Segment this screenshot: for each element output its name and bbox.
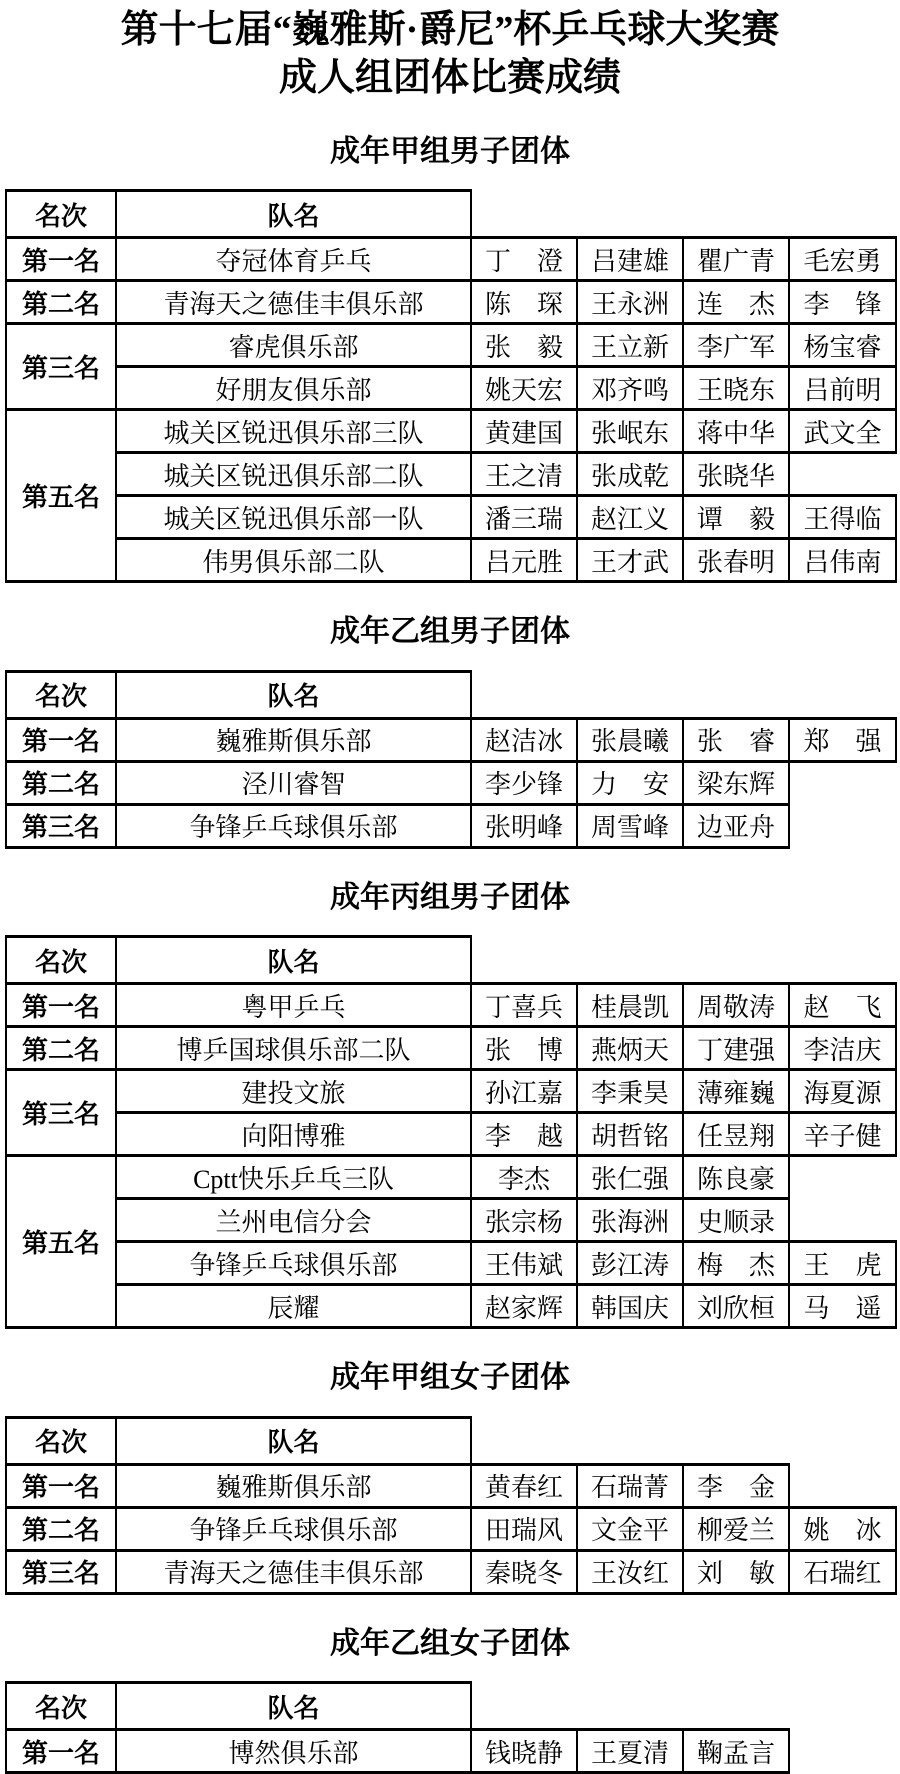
table-row: [6, 1464, 896, 1507]
player-cell: 石瑞菁: [577, 1464, 683, 1507]
sections-container: [0, 135, 900, 1774]
player-cell: 陈良豪: [683, 1156, 789, 1199]
table-row: [6, 1070, 896, 1113]
rank-cell: 第一名: [6, 984, 116, 1027]
section-title: 成年乙组女子团体: [0, 1627, 900, 1662]
table-row: [6, 496, 896, 539]
table-row: [6, 761, 896, 804]
rank-cell: 第一名: [6, 238, 116, 281]
table-row: [6, 1242, 896, 1285]
player-cell: 赵洁冰: [471, 718, 577, 761]
player-cell: 桂晨凯: [577, 984, 683, 1027]
player-cell: 王汝红: [577, 1550, 683, 1593]
team-cell: 粤甲乒乓: [116, 984, 471, 1027]
team-cell: 争锋乒乓球俱乐部: [116, 804, 471, 847]
header-spacer: [471, 937, 896, 984]
player-cell: 石瑞红: [789, 1550, 896, 1593]
header-spacer: [471, 1417, 896, 1464]
player-cell: 周敬涛: [683, 984, 789, 1027]
player-cell: 邓齐鸣: [577, 367, 683, 410]
player-cell: 田瑞风: [471, 1507, 577, 1550]
rank-cell: 第五名: [6, 1156, 116, 1328]
table-row: [6, 1550, 896, 1593]
team-header: 队名: [116, 191, 471, 238]
player-cell: 力 安: [577, 761, 683, 804]
empty-player-cell: [789, 1464, 896, 1507]
player-cell: 李少锋: [471, 761, 577, 804]
empty-player-cell: [789, 1199, 896, 1242]
empty-player-cell: [789, 761, 896, 804]
team-cell: 争锋乒乓球俱乐部: [116, 1242, 471, 1285]
page-title-line1: 第十七届“巍雅斯·爵尼”杯乒乓球大奖赛: [0, 6, 900, 54]
player-cell: 任昱翔: [683, 1113, 789, 1156]
table-row: [6, 238, 896, 281]
player-cell: 李 越: [471, 1113, 577, 1156]
team-cell: Cptt快乐乒乓三队: [116, 1156, 471, 1199]
player-cell: 秦晓冬: [471, 1550, 577, 1593]
player-cell: 王得临: [789, 496, 896, 539]
header-spacer: [471, 671, 896, 718]
rank-header: 名次: [6, 671, 116, 718]
player-cell: 王伟斌: [471, 1242, 577, 1285]
player-cell: 王夏清: [577, 1730, 683, 1773]
section-4: [0, 1361, 900, 1595]
player-cell: 张宗杨: [471, 1199, 577, 1242]
player-cell: 李 锋: [789, 281, 896, 324]
player-cell: 吕元胜: [471, 539, 577, 582]
table-row: [6, 1730, 896, 1773]
header-row: [6, 671, 896, 718]
team-cell: 巍雅斯俱乐部: [116, 718, 471, 761]
section-title: 成年甲组男子团体: [0, 135, 900, 170]
player-cell: 王立新: [577, 324, 683, 367]
team-cell: 博乒国球俱乐部二队: [116, 1027, 471, 1070]
rank-header: 名次: [6, 937, 116, 984]
table-row: [6, 453, 896, 496]
player-cell: 赵家辉: [471, 1285, 577, 1328]
rank-cell: 第一名: [6, 718, 116, 761]
player-cell: 鞠孟言: [683, 1730, 789, 1773]
team-cell: 好朋友俱乐部: [116, 367, 471, 410]
player-cell: 王 虎: [789, 1242, 896, 1285]
header-spacer: [471, 1683, 896, 1730]
player-cell: 韩国庆: [577, 1285, 683, 1328]
player-cell: 张晓华: [683, 453, 789, 496]
team-header: 队名: [116, 671, 471, 718]
player-cell: 瞿广青: [683, 238, 789, 281]
empty-player-cell: [789, 453, 896, 496]
player-cell: 辛子健: [789, 1113, 896, 1156]
player-cell: 王永洲: [577, 281, 683, 324]
player-cell: 吕伟南: [789, 539, 896, 582]
player-cell: 彭江涛: [577, 1242, 683, 1285]
rank-cell: 第三名: [6, 804, 116, 847]
page-title-line2: 成人组团体比赛成绩: [0, 54, 900, 102]
empty-player-cell: [789, 804, 896, 847]
section-title: 成年丙组男子团体: [0, 881, 900, 916]
player-cell: 李 金: [683, 1464, 789, 1507]
player-cell: 赵江义: [577, 496, 683, 539]
player-cell: 张岷东: [577, 410, 683, 453]
rank-cell: 第五名: [6, 410, 116, 582]
table-row: [6, 1285, 896, 1328]
player-cell: 吕前明: [789, 367, 896, 410]
player-cell: 孙江嘉: [471, 1070, 577, 1113]
table-row: [6, 324, 896, 367]
table-row: [6, 539, 896, 582]
rank-cell: 第二名: [6, 281, 116, 324]
rank-cell: 第二名: [6, 1027, 116, 1070]
player-cell: 刘 敏: [683, 1550, 789, 1593]
team-header: 队名: [116, 937, 471, 984]
team-header: 队名: [116, 1417, 471, 1464]
team-cell: 城关区锐迅俱乐部二队: [116, 453, 471, 496]
player-cell: 王晓东: [683, 367, 789, 410]
team-cell: 青海天之德佳丰俱乐部: [116, 1550, 471, 1593]
results-table: [5, 670, 897, 849]
player-cell: 王之清: [471, 453, 577, 496]
player-cell: 李秉昊: [577, 1070, 683, 1113]
team-header: 队名: [116, 1683, 471, 1730]
results-table: [5, 189, 897, 583]
team-cell: 青海天之德佳丰俱乐部: [116, 281, 471, 324]
player-cell: 张 毅: [471, 324, 577, 367]
player-cell: 连 杰: [683, 281, 789, 324]
header-row: [6, 1683, 896, 1730]
player-cell: 张海洲: [577, 1199, 683, 1242]
player-cell: 张成乾: [577, 453, 683, 496]
player-cell: 史顺录: [683, 1199, 789, 1242]
player-cell: 蒋中华: [683, 410, 789, 453]
section-1: [0, 135, 900, 584]
rank-header: 名次: [6, 1417, 116, 1464]
results-table: [5, 935, 897, 1329]
empty-player-cell: [789, 1730, 896, 1773]
table-row: [6, 410, 896, 453]
player-cell: 柳爱兰: [683, 1507, 789, 1550]
player-cell: 毛宏勇: [789, 238, 896, 281]
table-row: [6, 367, 896, 410]
team-cell: 伟男俱乐部二队: [116, 539, 471, 582]
team-cell: 城关区锐迅俱乐部三队: [116, 410, 471, 453]
document-page: [0, 6, 900, 1774]
team-cell: 睿虎俱乐部: [116, 324, 471, 367]
player-cell: 梁东辉: [683, 761, 789, 804]
table-row: [6, 281, 896, 324]
rank-cell: 第三名: [6, 324, 116, 410]
rank-cell: 第一名: [6, 1464, 116, 1507]
player-cell: 李广军: [683, 324, 789, 367]
page-title: [0, 6, 900, 103]
rank-header: 名次: [6, 1683, 116, 1730]
table-row: [6, 1507, 896, 1550]
table-row: [6, 804, 896, 847]
player-cell: 胡哲铭: [577, 1113, 683, 1156]
team-cell: 城关区锐迅俱乐部一队: [116, 496, 471, 539]
table-row: [6, 984, 896, 1027]
player-cell: 文金平: [577, 1507, 683, 1550]
team-cell: 泾川睿智: [116, 761, 471, 804]
player-cell: 丁 澄: [471, 238, 577, 281]
results-table: [5, 1681, 896, 1774]
team-cell: 巍雅斯俱乐部: [116, 1464, 471, 1507]
header-spacer: [471, 191, 896, 238]
rank-cell: 第三名: [6, 1070, 116, 1156]
table-row: [6, 1199, 896, 1242]
player-cell: 王才武: [577, 539, 683, 582]
player-cell: 薄雍巍: [683, 1070, 789, 1113]
player-cell: 吕建雄: [577, 238, 683, 281]
player-cell: 李洁庆: [789, 1027, 896, 1070]
player-cell: 燕炳天: [577, 1027, 683, 1070]
player-cell: 郑 强: [789, 718, 896, 761]
player-cell: 钱晓静: [471, 1730, 577, 1773]
player-cell: 梅 杰: [683, 1242, 789, 1285]
team-cell: 建投文旅: [116, 1070, 471, 1113]
player-cell: 张仁强: [577, 1156, 683, 1199]
player-cell: 武文全: [789, 410, 896, 453]
player-cell: 边亚舟: [683, 804, 789, 847]
player-cell: 刘欣桓: [683, 1285, 789, 1328]
section-title: 成年甲组女子团体: [0, 1361, 900, 1396]
section-5: [0, 1627, 900, 1774]
table-row: [6, 1156, 896, 1199]
player-cell: 张春明: [683, 539, 789, 582]
rank-header: 名次: [6, 191, 116, 238]
rank-cell: 第二名: [6, 1507, 116, 1550]
player-cell: 李杰: [471, 1156, 577, 1199]
player-cell: 丁建强: [683, 1027, 789, 1070]
table-row: [6, 718, 896, 761]
header-row: [6, 1417, 896, 1464]
player-cell: 谭 毅: [683, 496, 789, 539]
player-cell: 海夏源: [789, 1070, 896, 1113]
player-cell: 潘三瑞: [471, 496, 577, 539]
player-cell: 黄建国: [471, 410, 577, 453]
player-cell: 张晨曦: [577, 718, 683, 761]
player-cell: 丁喜兵: [471, 984, 577, 1027]
team-cell: 争锋乒乓球俱乐部: [116, 1507, 471, 1550]
rank-cell: 第三名: [6, 1550, 116, 1593]
player-cell: 赵 飞: [789, 984, 896, 1027]
player-cell: 陈 琛: [471, 281, 577, 324]
section-2: [0, 615, 900, 849]
team-cell: 向阳博雅: [116, 1113, 471, 1156]
player-cell: 姚天宏: [471, 367, 577, 410]
header-row: [6, 937, 896, 984]
team-cell: 兰州电信分会: [116, 1199, 471, 1242]
header-row: [6, 191, 896, 238]
player-cell: 姚 冰: [789, 1507, 896, 1550]
player-cell: 周雪峰: [577, 804, 683, 847]
player-cell: 张 博: [471, 1027, 577, 1070]
player-cell: 张 睿: [683, 718, 789, 761]
team-cell: 博然俱乐部: [116, 1730, 471, 1773]
results-table: [5, 1416, 897, 1595]
section-3: [0, 881, 900, 1330]
team-cell: 夺冠体育乒乓: [116, 238, 471, 281]
rank-cell: 第一名: [6, 1730, 116, 1773]
player-cell: 马 遥: [789, 1285, 896, 1328]
table-row: [6, 1027, 896, 1070]
empty-player-cell: [789, 1156, 896, 1199]
player-cell: 黄春红: [471, 1464, 577, 1507]
table-row: [6, 1113, 896, 1156]
section-title: 成年乙组男子团体: [0, 615, 900, 650]
player-cell: 张明峰: [471, 804, 577, 847]
rank-cell: 第二名: [6, 761, 116, 804]
team-cell: 辰耀: [116, 1285, 471, 1328]
player-cell: 杨宝睿: [789, 324, 896, 367]
